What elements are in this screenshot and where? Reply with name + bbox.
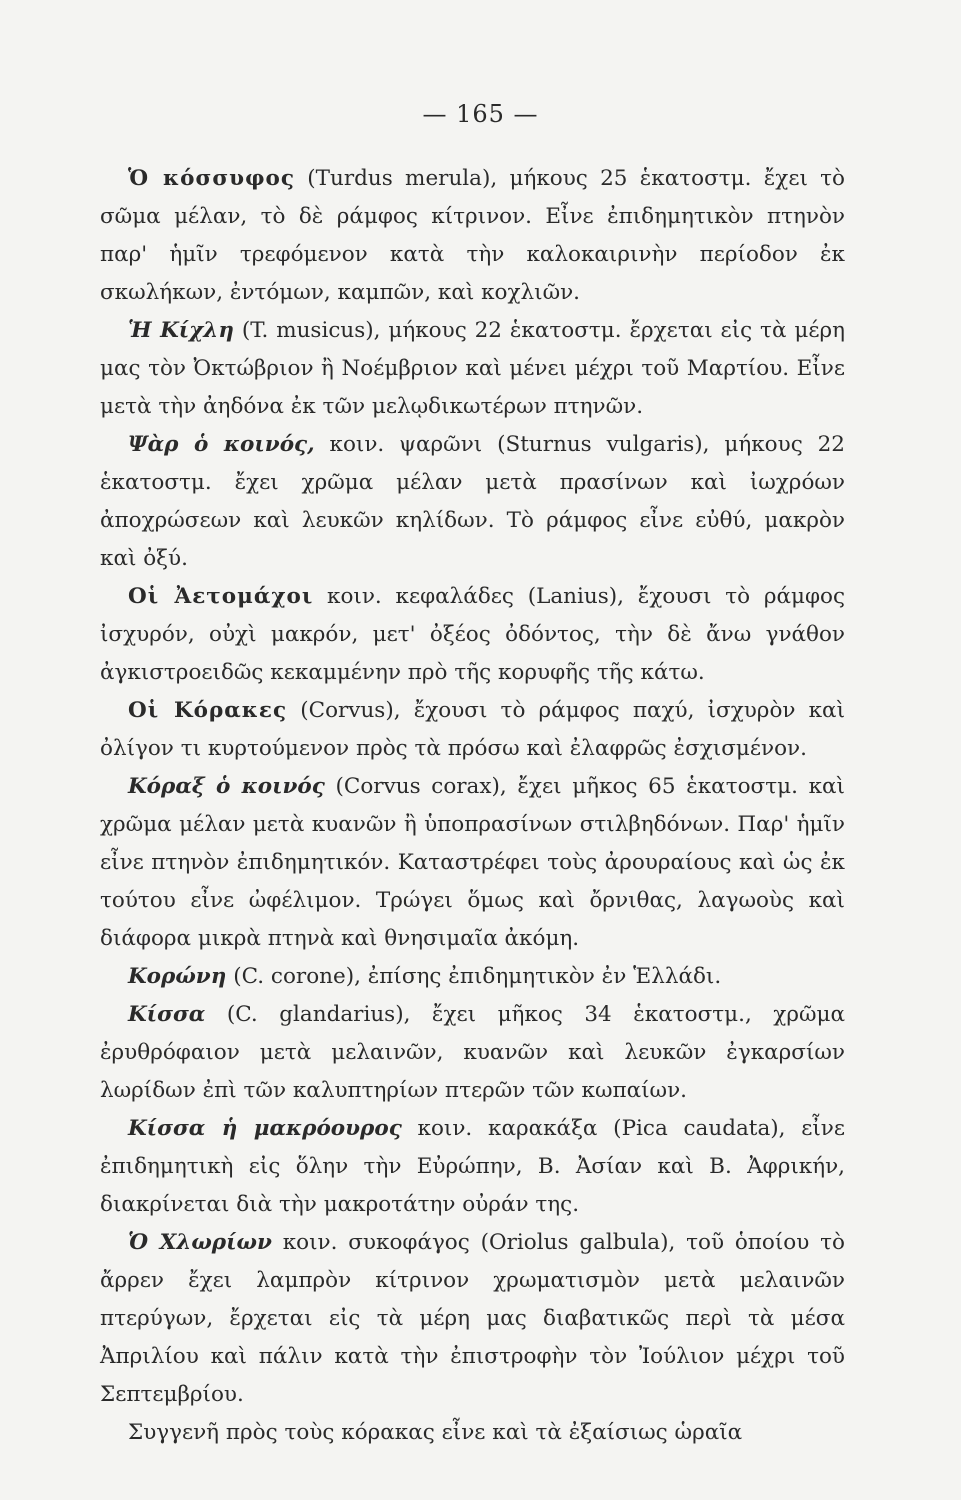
entry-heading: Κορώνη <box>128 964 227 989</box>
paragraph-korax <box>100 768 845 958</box>
entry-body: (Corvus), ἔχουσι τὸ ράμφος παχύ, ἰσχυρὸν καὶ ὀλίγον τι κυρτούμενον πρὸς τὰ πρόσω καὶ ἐλαφρῶς ἐσχισμένον. <box>100 698 846 761</box>
entry-body: κοιν. ψαρῶνι (Sturnus vulgaris), μήκους 22 ἑκατοστμ. ἔχει χρῶμα μέλαν μετὰ πρασίνων καὶ ἰωχρόων ἀποχρώσεων καὶ λευκῶν κηλίδων. Τὸ ράμφος εἶνε εὐθύ, μακρὸν καὶ ὀξύ. <box>100 432 845 571</box>
entry-body: (Turdus merula), μήκους 25 ἑκατοστμ. ἔχει τὸ σῶμα μέλαν, τὸ δὲ ράμφος κίτρινον. Εἶνε ἐπιδημητικὸν πτηνὸν παρ' ἡμῖν τρεφόμενον κατὰ τὴν καλοκαιρινὴν περίοδον ἐκ σκωλήκων, ἐντόμων, καμπῶν, καὶ κοχλιῶν. <box>100 166 846 305</box>
entry-heading: Κίσσα ἡ μακρόουρος <box>128 1116 402 1141</box>
entry-heading: Ὁ Χλωρίων <box>128 1230 272 1255</box>
body-text <box>100 160 845 1452</box>
paragraph-syggeni <box>100 1414 845 1452</box>
entry-body: κοιν. συκοφάγος (Oriolus galbula), τοῦ ὁποίου τὸ ἄρρεν ἔχει λαμπρὸν κίτρινον χρωματισμὸν μετὰ μελαινῶν πτερύγων, ἔρχεται εἰς τὰ μέρη μας διαβατικῶς περὶ τὰ μέσα Ἀπριλίου καὶ πάλιν κατὰ τὴν ἐπιστροφὴν τὸν Ἰούλιον μέχρι τοῦ Σεπτεμβρίου. <box>100 1230 845 1407</box>
paragraph-korakes <box>100 692 845 768</box>
paragraph-aetomachoi <box>100 578 845 692</box>
page-number: — 165 — <box>422 100 539 128</box>
entry-heading: Ἡ Κίχλη <box>128 318 235 343</box>
entry-heading: Οἱ Κόρακες <box>128 698 288 723</box>
entry-body: (C. corone), ἐπίσης ἐπιδημητικὸν ἐν Ἑλλάδι. <box>226 964 722 989</box>
paragraph-kissa <box>100 996 845 1110</box>
entry-heading: Οἱ Ἀετομάχοι <box>128 584 314 609</box>
entry-heading: Κόραξ ὁ κοινός <box>128 774 325 799</box>
paragraph-koroni <box>100 958 845 996</box>
entry-body: κοιν. κεφαλάδες (Lanius), ἔχουσι τὸ ράμφος ἰσχυρόν, οὐχὶ μακρόν, μετ' ὀξέος ὀδόντος, τὴν δὲ ἄνω γνάθον ἀγκιστροειδῶς κεκαμμένην πρὸ τῆς κορυφῆς τῆς κάτω. <box>100 584 845 685</box>
entry-body: Συγγενῆ πρὸς τοὺς κόρακας εἶνε καὶ τὰ ἐξαίσιως ὡραῖα <box>128 1420 743 1445</box>
paragraph-kissa-makroouros <box>100 1110 845 1224</box>
entry-heading: Κίσσα <box>128 1002 206 1027</box>
entry-body: κοιν. καρακάξα (Pica caudata), εἶνε ἐπιδημητικὴ εἰς ὅλην τὴν Εὐρώπην, Β. Ἀσίαν καὶ Β. Ἀφρικήν, διακρίνεται διὰ τὴν μακροτάτην οὐράν της. <box>100 1116 846 1217</box>
entry-body: (Corvus corax), ἔχει μῆκος 65 ἑκατοστμ. καὶ χρῶμα μέλαν μετὰ κυανῶν ἢ ὑποπρασίνων στιλβηδόνων. Παρ' ἡμῖν εἶνε πτηνὸν ἐπιδημητικόν. Καταστρέφει τοὺς ἀρουραίους καὶ ὡς ἐκ τούτου εἶνε ὠφέλιμον. Τρώγει ὅμως καὶ ὄρνιθας, λαγωοὺς καὶ διάφορα μικρὰ πτηνὰ καὶ θνησιμαῖα ἀκόμη. <box>100 774 845 951</box>
paragraph-psar <box>100 426 845 578</box>
entry-body: (T. musicus), μήκους 22 ἑκατοστμ. ἔρχεται εἰς τὰ μέρη μας τὸν Ὀκτώβριον ἢ Νοέμβριον καὶ μένει μέχρι τοῦ Μαρτίου. Εἶνε μετὰ τὴν ἀηδόνα ἐκ τῶν μελῳδικωτέρων πτηνῶν. <box>100 318 845 419</box>
paragraph-kichli <box>100 312 845 426</box>
entry-body: (C. glandarius), ἔχει μῆκος 34 ἑκατοστμ., χρῶμα ἐρυθρόφαιον μετὰ μελαινῶν, κυανῶν καὶ λευκῶν ἐγκαρσίων λωρίδων ἐπὶ τῶν καλυπτηρίων πτερῶν τῶν κωπαίων. <box>100 1002 845 1103</box>
paragraph-kossyfos <box>100 160 845 312</box>
entry-heading: Ὁ κόσσυφος <box>128 166 295 191</box>
paragraph-chlorion <box>100 1224 845 1414</box>
entry-heading: Ψὰρ ὁ κοινός, <box>128 432 315 457</box>
